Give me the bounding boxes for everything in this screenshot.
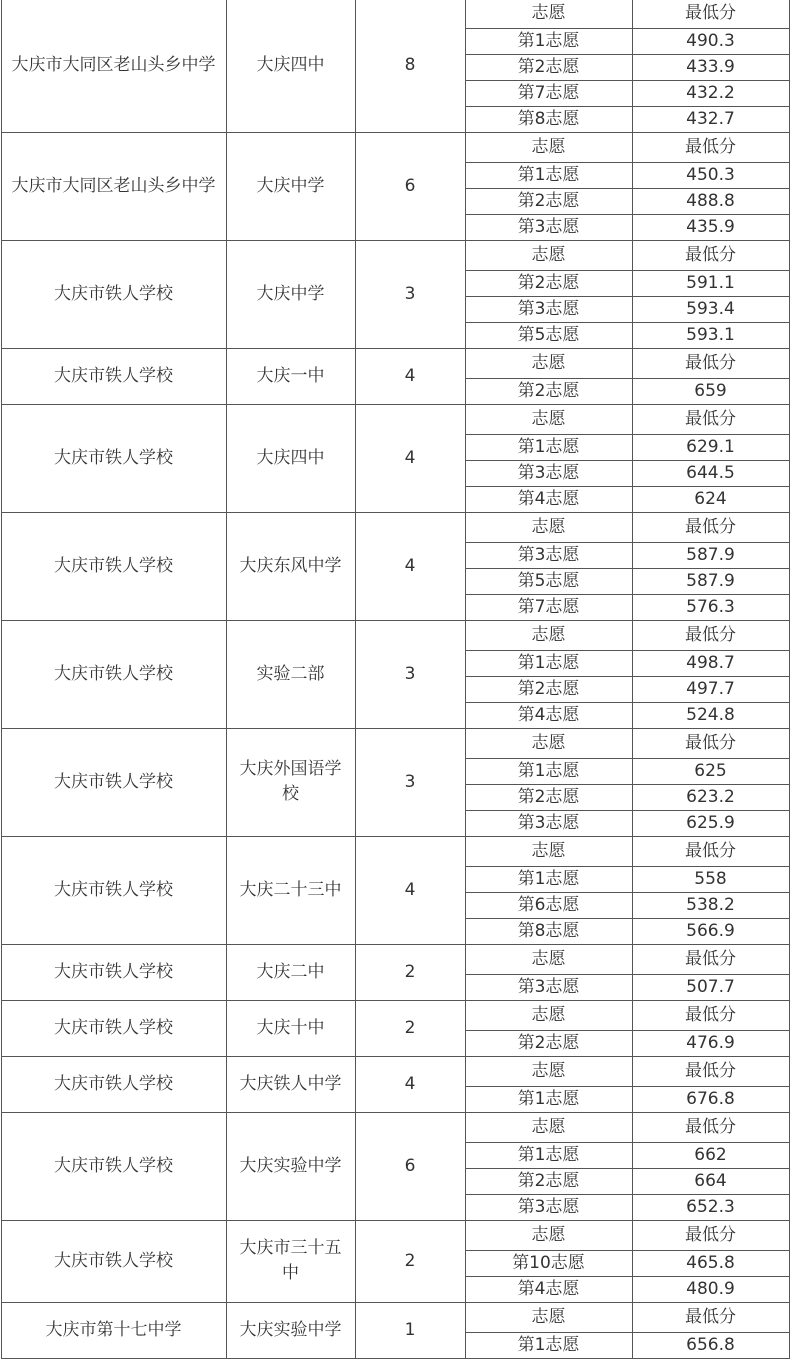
choice-header-cell: 志愿	[531, 732, 566, 753]
min-score-header-cell: 最低分	[685, 136, 736, 157]
target-school-cell: 大庆东风中学	[239, 555, 342, 576]
min-score-cell: 629.1	[686, 436, 735, 457]
grid-line	[465, 80, 790, 81]
choice-cell: 第1志愿	[517, 1144, 580, 1165]
choice-cell: 第6志愿	[517, 894, 580, 915]
grid-line	[465, 322, 790, 323]
grid-line	[465, 1250, 790, 1251]
min-score-cell: 593.1	[686, 324, 735, 345]
grid-line	[465, 162, 790, 163]
min-score-header-cell: 最低分	[685, 408, 736, 429]
grid-line	[465, 676, 790, 677]
choice-header-cell: 志愿	[531, 840, 566, 861]
grid-line	[465, 974, 790, 975]
admit-count-cell: 4	[404, 879, 416, 900]
min-score-cell: 433.9	[686, 56, 735, 77]
choice-header-cell: 志愿	[531, 2, 566, 23]
admit-count-cell: 6	[404, 1155, 416, 1176]
grid-line	[1, 404, 790, 405]
min-score-cell: 490.3	[686, 30, 735, 51]
target-school-cell: 大庆四中	[256, 54, 325, 75]
choice-cell: 第2志愿	[517, 190, 580, 211]
grid-line	[465, 1194, 790, 1195]
grid-line	[1, 944, 790, 945]
source-school-cell: 大庆市第十七中学	[45, 1319, 182, 1340]
choice-cell: 第7志愿	[517, 596, 580, 617]
min-score-cell: 591.1	[686, 272, 735, 293]
choice-cell: 第2志愿	[517, 56, 580, 77]
grid-line	[632, 0, 633, 1359]
choice-header-cell: 志愿	[531, 408, 566, 429]
grid-line	[465, 486, 790, 487]
target-school-cell: 大庆四中	[256, 447, 325, 468]
choice-cell: 第1志愿	[517, 760, 580, 781]
grid-line	[465, 1168, 790, 1169]
source-school-cell: 大庆市铁人学校	[54, 771, 173, 792]
source-school-cell: 大庆市铁人学校	[54, 447, 173, 468]
grid-line	[465, 758, 790, 759]
min-score-header-cell: 最低分	[685, 1116, 736, 1137]
admit-count-cell: 8	[404, 54, 416, 75]
choice-cell: 第5志愿	[517, 570, 580, 591]
admit-count-cell: 6	[404, 175, 416, 196]
admit-count-cell: 4	[404, 447, 416, 468]
min-score-cell: 664	[694, 1170, 727, 1191]
grid-line	[1, 836, 790, 837]
target-school-cell: 大庆二中	[256, 961, 325, 982]
choice-cell: 第3志愿	[517, 462, 580, 483]
min-score-header-cell: 最低分	[685, 516, 736, 537]
grid-line	[465, 378, 790, 379]
min-score-cell: 558	[694, 868, 727, 889]
choice-cell: 第1志愿	[517, 30, 580, 51]
choice-cell: 第3志愿	[517, 1196, 580, 1217]
grid-line	[465, 28, 790, 29]
grid-line	[465, 784, 790, 785]
source-school-cell: 大庆市铁人学校	[54, 1155, 173, 1176]
grid-line	[1, 728, 790, 729]
min-score-cell: 435.9	[686, 216, 735, 237]
choice-cell: 第8志愿	[517, 108, 580, 129]
min-score-cell: 593.4	[686, 298, 735, 319]
grid-line	[465, 1142, 790, 1143]
target-school-cell: 大庆实验中学	[239, 1155, 342, 1176]
choice-cell: 第1志愿	[517, 164, 580, 185]
source-school-cell: 大庆市铁人学校	[54, 365, 173, 386]
choice-cell: 第1志愿	[517, 868, 580, 889]
min-score-header-cell: 最低分	[685, 624, 736, 645]
source-school-cell: 大庆市铁人学校	[54, 961, 173, 982]
min-score-cell: 625.9	[686, 812, 735, 833]
min-score-cell: 465.8	[686, 1252, 735, 1273]
grid-line	[1, 348, 790, 349]
target-school-cell: 大庆外国语学 校	[239, 759, 342, 804]
min-score-cell: 625	[694, 760, 727, 781]
choice-cell: 第4志愿	[517, 704, 580, 725]
min-score-header-cell: 最低分	[685, 1224, 736, 1245]
admit-count-cell: 3	[404, 283, 416, 304]
grid-line	[465, 1030, 790, 1031]
choice-cell: 第2志愿	[517, 272, 580, 293]
grid-line	[1, 620, 790, 621]
min-score-header-cell: 最低分	[685, 352, 736, 373]
admit-count-cell: 1	[404, 1319, 416, 1340]
choice-header-cell: 志愿	[531, 352, 566, 373]
target-school-cell: 大庆中学	[256, 175, 325, 196]
choice-header-cell: 志愿	[531, 1004, 566, 1025]
admit-count-cell: 2	[404, 1017, 416, 1038]
admit-count-cell: 2	[404, 1250, 416, 1271]
grid-line	[465, 542, 790, 543]
target-school-cell: 大庆中学	[256, 283, 325, 304]
choice-header-cell: 志愿	[531, 948, 566, 969]
min-score-header-cell: 最低分	[685, 732, 736, 753]
choice-cell: 第1志愿	[517, 1334, 580, 1355]
grid-line	[465, 460, 790, 461]
choice-cell: 第3志愿	[517, 298, 580, 319]
min-score-header-cell: 最低分	[685, 244, 736, 265]
choice-header-cell: 志愿	[531, 516, 566, 537]
source-school-cell: 大庆市大同区老山头乡中学	[11, 175, 216, 196]
target-school-cell: 大庆铁人中学	[239, 1073, 342, 1094]
choice-cell: 第4志愿	[517, 488, 580, 509]
min-score-cell: 587.9	[686, 544, 735, 565]
target-school-cell: 大庆二十三中	[239, 879, 342, 900]
min-score-header-cell: 最低分	[685, 948, 736, 969]
choice-cell: 第1志愿	[517, 652, 580, 673]
grid-line	[465, 594, 790, 595]
target-school-cell: 大庆市三十五 中	[239, 1238, 342, 1283]
admit-count-cell: 2	[404, 961, 416, 982]
admit-count-cell: 4	[404, 1073, 416, 1094]
grid-line	[1, 0, 2, 1359]
min-score-cell: 498.7	[686, 652, 735, 673]
min-score-header-cell: 最低分	[685, 1004, 736, 1025]
source-school-cell: 大庆市铁人学校	[54, 879, 173, 900]
grid-line	[465, 296, 790, 297]
target-school-cell: 大庆一中	[256, 365, 325, 386]
choice-cell: 第2志愿	[517, 1170, 580, 1191]
grid-line	[1, 1056, 790, 1057]
source-school-cell: 大庆市铁人学校	[54, 1017, 173, 1038]
choice-cell: 第10志愿	[512, 1252, 585, 1273]
min-score-cell: 480.9	[686, 1278, 735, 1299]
admit-count-cell: 3	[404, 771, 416, 792]
grid-line	[465, 810, 790, 811]
choice-cell: 第4志愿	[517, 1278, 580, 1299]
grid-line	[1, 1112, 790, 1113]
min-score-cell: 538.2	[686, 894, 735, 915]
grid-line	[465, 188, 790, 189]
grid-line	[465, 54, 790, 55]
grid-line	[465, 568, 790, 569]
choice-cell: 第1志愿	[517, 436, 580, 457]
min-score-cell: 659	[694, 380, 727, 401]
choice-cell: 第2志愿	[517, 678, 580, 699]
choice-cell: 第2志愿	[517, 1032, 580, 1053]
grid-line	[1, 1000, 790, 1001]
target-school-cell: 实验二部	[256, 663, 325, 684]
choice-header-cell: 志愿	[531, 136, 566, 157]
min-score-cell: 587.9	[686, 570, 735, 591]
min-score-cell: 488.8	[686, 190, 735, 211]
min-score-cell: 623.2	[686, 786, 735, 807]
min-score-cell: 476.9	[686, 1032, 735, 1053]
grid-line	[789, 0, 790, 1359]
choice-cell: 第1志愿	[517, 1088, 580, 1109]
min-score-cell: 624	[694, 488, 727, 509]
grid-line	[1, 1302, 790, 1303]
grid-line	[465, 106, 790, 107]
grid-line	[465, 702, 790, 703]
grid-line	[465, 866, 790, 867]
choice-cell: 第3志愿	[517, 812, 580, 833]
min-score-cell: 656.8	[686, 1334, 735, 1355]
grid-line	[1, 240, 790, 241]
min-score-cell: 507.7	[686, 976, 735, 997]
grid-line	[1, 132, 790, 133]
choice-cell: 第5志愿	[517, 324, 580, 345]
min-score-cell: 662	[694, 1144, 727, 1165]
choice-header-cell: 志愿	[531, 624, 566, 645]
choice-cell: 第3志愿	[517, 976, 580, 997]
choice-cell: 第2志愿	[517, 380, 580, 401]
target-school-cell: 大庆实验中学	[239, 1319, 342, 1340]
admit-count-cell: 4	[404, 365, 416, 386]
min-score-header-cell: 最低分	[685, 840, 736, 861]
admit-count-cell: 3	[404, 663, 416, 684]
choice-header-cell: 志愿	[531, 1306, 566, 1327]
choice-cell: 第8志愿	[517, 920, 580, 941]
source-school-cell: 大庆市铁人学校	[54, 283, 173, 304]
grid-line	[1, 512, 790, 513]
grid-line	[465, 0, 466, 1359]
min-score-cell: 450.3	[686, 164, 735, 185]
choice-cell: 第7志愿	[517, 82, 580, 103]
min-score-header-cell: 最低分	[685, 1060, 736, 1081]
choice-cell: 第3志愿	[517, 544, 580, 565]
min-score-cell: 652.3	[686, 1196, 735, 1217]
grid-line	[465, 1276, 790, 1277]
grid-line	[465, 1086, 790, 1087]
source-school-cell: 大庆市铁人学校	[54, 1250, 173, 1271]
choice-cell: 第2志愿	[517, 786, 580, 807]
choice-header-cell: 志愿	[531, 244, 566, 265]
grid-line	[465, 650, 790, 651]
grid-line	[1, 1220, 790, 1221]
source-school-cell: 大庆市铁人学校	[54, 555, 173, 576]
source-school-cell: 大庆市铁人学校	[54, 1073, 173, 1094]
grid-line	[226, 0, 227, 1359]
grid-line	[465, 1332, 790, 1333]
min-score-header-cell: 最低分	[685, 2, 736, 23]
grid-line	[465, 270, 790, 271]
min-score-cell: 497.7	[686, 678, 735, 699]
min-score-header-cell: 最低分	[685, 1306, 736, 1327]
grid-line	[465, 214, 790, 215]
min-score-cell: 524.8	[686, 704, 735, 725]
grid-line	[465, 918, 790, 919]
source-school-cell: 大庆市大同区老山头乡中学	[11, 54, 216, 75]
min-score-cell: 676.8	[686, 1088, 735, 1109]
source-school-cell: 大庆市铁人学校	[54, 663, 173, 684]
choice-cell: 第3志愿	[517, 216, 580, 237]
min-score-cell: 432.2	[686, 82, 735, 103]
grid-line	[355, 0, 356, 1359]
grid-line	[465, 434, 790, 435]
grid-line	[465, 892, 790, 893]
choice-header-cell: 志愿	[531, 1116, 566, 1137]
choice-header-cell: 志愿	[531, 1224, 566, 1245]
min-score-cell: 432.7	[686, 108, 735, 129]
min-score-cell: 566.9	[686, 920, 735, 941]
min-score-cell: 644.5	[686, 462, 735, 483]
min-score-cell: 576.3	[686, 596, 735, 617]
admit-count-cell: 4	[404, 555, 416, 576]
target-school-cell: 大庆十中	[256, 1017, 325, 1038]
choice-header-cell: 志愿	[531, 1060, 566, 1081]
